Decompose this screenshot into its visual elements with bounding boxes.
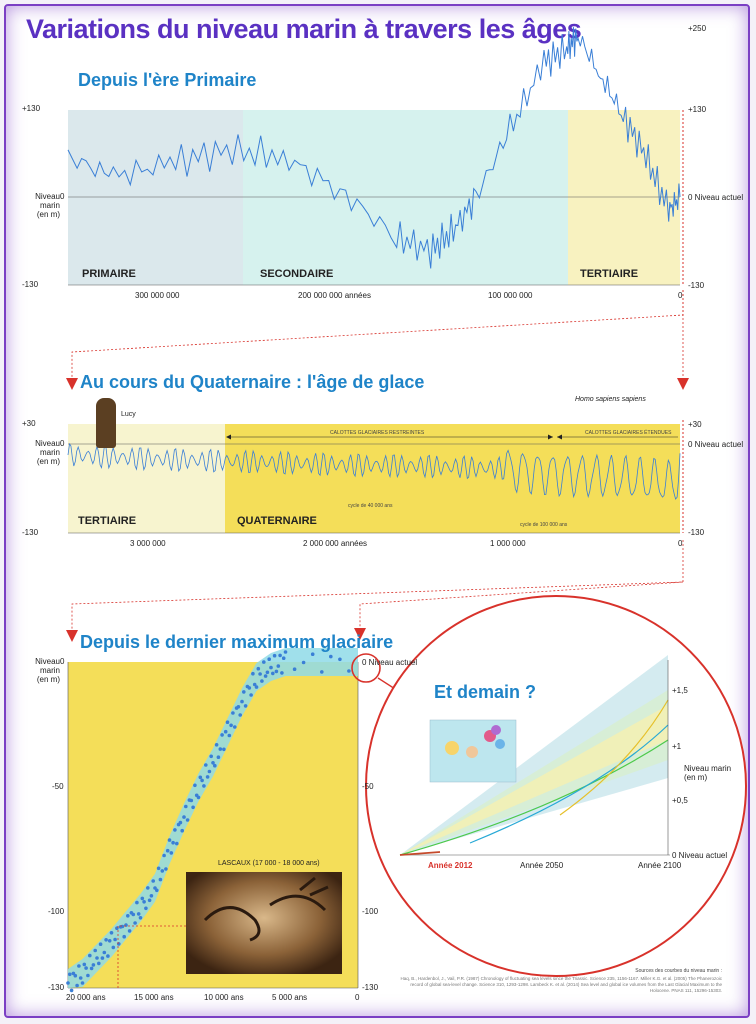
data-point <box>151 879 155 883</box>
homo-label: Homo sapiens sapiens <box>575 396 646 403</box>
data-point <box>128 929 132 933</box>
data-point <box>155 889 159 893</box>
s1-x-tick-2: 100 000 000 <box>488 291 533 300</box>
data-point <box>269 666 273 670</box>
s1-era-tertiaire: TERTIAIRE <box>580 268 639 280</box>
s4-x-2012: Année 2012 <box>428 861 473 870</box>
s4-y-label: Niveau marin (en m) <box>684 764 732 782</box>
section3-title: Depuis le dernier maximum glaciaire <box>80 632 394 652</box>
data-point <box>144 907 148 911</box>
data-point <box>157 867 161 871</box>
data-point <box>79 976 83 980</box>
s4-x-2050: Année 2050 <box>520 861 564 870</box>
data-point <box>262 660 266 664</box>
sources-detail: Haq, B., Hardenbol, J., Vail, P.R. (1987) Chronology of fluctuating sea levels since the Triassic. Science 235, 1156-1167. Miller K.G. et al. (2005) The Phanerozoic record of global sea-level change. Science 310, 1293-1298. Lambeck K. et al. (2014) Sea level and global ice volumes from the Last Glacial Maximum to the Holocene. PNAS 111, 15296-15303. <box>400 976 722 993</box>
data-point <box>70 989 74 993</box>
s2-y-top: +30 <box>22 419 36 428</box>
data-point <box>275 670 279 674</box>
data-point <box>217 755 221 759</box>
data-point <box>179 821 183 825</box>
data-point <box>150 894 154 898</box>
data-point <box>204 763 208 767</box>
data-point <box>162 854 166 858</box>
s4-y-15: +1,5 <box>672 686 688 695</box>
data-point <box>260 679 264 683</box>
s3-x-0: 20 000 ans <box>66 993 106 1002</box>
s3-ry-50: -50 <box>362 782 374 791</box>
calottes-restreintes: CALOTTES GLACIAIRES RESTREINTES <box>330 430 425 436</box>
connector-left-1 <box>72 290 683 380</box>
data-point <box>175 842 179 846</box>
s2-right-zero: 0 Niveau actuel <box>688 440 744 449</box>
s1-era-secondaire: SECONDAIRE <box>260 268 334 280</box>
data-point <box>170 851 174 855</box>
data-point <box>173 828 177 832</box>
s1-x-tick-1: 200 000 000 années <box>298 291 371 300</box>
data-point <box>251 672 255 676</box>
data-point <box>244 704 248 708</box>
data-point <box>282 656 286 660</box>
s1-x-tick-3: 0 <box>678 291 683 300</box>
data-point <box>81 981 85 985</box>
data-point <box>74 974 78 978</box>
data-point <box>99 942 103 946</box>
data-point <box>249 693 253 697</box>
data-point <box>117 942 121 946</box>
s2-x-tick-3: 0 <box>678 539 683 548</box>
s1-y-bottom: -130 <box>22 280 39 289</box>
data-point <box>219 747 223 751</box>
s4-y-1: +1 <box>672 742 682 751</box>
data-point <box>237 705 241 709</box>
band-secondaire <box>243 110 568 285</box>
data-point <box>215 743 219 747</box>
data-point <box>238 713 242 717</box>
sources-title: Sources des courbes du niveau marin : <box>635 968 722 974</box>
data-point <box>226 720 230 724</box>
cycle-40000: cycle de 40 000 ans <box>348 503 393 509</box>
data-point <box>133 921 137 925</box>
data-point <box>166 849 170 853</box>
data-point <box>224 730 228 734</box>
data-point <box>213 764 217 768</box>
section4-title: Et demain ? <box>434 682 537 702</box>
data-point <box>209 755 213 759</box>
s1-era-primaire: PRIMAIRE <box>82 268 136 280</box>
s1-y-label: Niveau marin (en m) <box>35 192 60 219</box>
data-point <box>206 775 210 779</box>
data-point <box>242 690 246 694</box>
data-point <box>97 962 101 966</box>
data-point <box>320 670 324 674</box>
data-point <box>257 667 261 671</box>
lucy-figure <box>96 398 116 448</box>
data-point <box>112 946 116 950</box>
data-point <box>182 815 186 819</box>
arrow-right-1 <box>677 378 689 390</box>
s3-x-2: 10 000 ans <box>204 993 244 1002</box>
data-point <box>164 867 168 871</box>
data-point <box>110 931 114 935</box>
lucy-label: Lucy <box>121 411 136 418</box>
s3-ry-100: -100 <box>362 907 379 916</box>
data-point <box>240 700 244 704</box>
data-point <box>197 796 201 800</box>
s2-y-bottom: -130 <box>22 528 39 537</box>
data-point <box>329 655 333 659</box>
s3-y-50: -50 <box>52 782 64 791</box>
data-point <box>90 967 94 971</box>
s1-y-high: +250 <box>688 24 707 33</box>
s2-x-tick-2: 1 000 000 <box>490 539 526 548</box>
data-point <box>137 912 141 916</box>
data-point <box>184 805 188 809</box>
data-point <box>86 974 90 978</box>
s1-right-bottom: -130 <box>688 281 705 290</box>
data-point <box>161 869 165 873</box>
data-point <box>113 938 117 942</box>
data-point <box>139 916 143 920</box>
data-point <box>159 878 163 882</box>
s3-x-3: 5 000 ans <box>272 993 308 1002</box>
data-point <box>228 734 232 738</box>
arrow-left-1 <box>66 378 78 390</box>
data-point <box>186 818 190 822</box>
s2-era-quaternaire: QUATERNAIRE <box>237 515 317 527</box>
s4-y-05: +0,5 <box>672 796 688 805</box>
data-point <box>191 806 195 810</box>
s1-right-zero: 0 Niveau actuel <box>688 193 744 202</box>
data-point <box>146 886 150 890</box>
s1-y-top: +130 <box>22 104 41 113</box>
data-point <box>293 667 297 671</box>
data-point <box>202 784 206 788</box>
s1-x-tick-0: 300 000 000 <box>135 291 180 300</box>
data-point <box>141 897 145 901</box>
s3-x-4: 0 <box>355 993 360 1002</box>
data-point <box>148 899 152 903</box>
data-point <box>266 671 270 675</box>
data-point <box>121 925 125 929</box>
data-point <box>264 674 268 678</box>
s3-y-0: 0 <box>60 657 65 666</box>
data-point <box>180 829 184 833</box>
calottes-etendues: CALOTTES GLACIAIRES ÉTENDUES <box>585 430 672 436</box>
data-point <box>302 661 306 665</box>
s2-x-tick-0: 3 000 000 <box>130 539 166 548</box>
s1-right-top: +130 <box>688 105 707 114</box>
data-point <box>88 954 92 958</box>
s3-ry-130: -130 <box>362 983 379 992</box>
data-point <box>222 748 226 752</box>
s2-x-tick-1: 2 000 000 années <box>303 539 368 548</box>
data-point <box>193 784 197 788</box>
data-point <box>122 935 126 939</box>
section1-title: Depuis l'ère Primaire <box>78 70 257 90</box>
data-point <box>126 914 130 918</box>
data-point <box>233 725 237 729</box>
data-point <box>338 658 342 662</box>
s2-era-tertiaire: TERTIAIRE <box>78 515 137 527</box>
s2-y-label: Niveau marin (en m) <box>35 439 60 466</box>
data-point <box>83 963 87 967</box>
s4-y-0: 0 Niveau actuel <box>672 851 728 860</box>
band-primaire <box>68 110 243 285</box>
s3-y-100: -100 <box>48 907 65 916</box>
data-point <box>271 672 275 676</box>
cycle-100000: cycle de 100 000 ans <box>520 522 568 528</box>
data-point <box>104 938 108 942</box>
data-point <box>92 963 96 967</box>
data-point <box>106 954 110 958</box>
data-point <box>135 901 139 905</box>
lascaux-label: LASCAUX (17 000 - 18 000 ans) <box>218 860 320 867</box>
data-point <box>208 770 212 774</box>
data-point <box>103 951 107 955</box>
s3-ry-0: 0 Niveau actuel <box>362 658 418 667</box>
data-point <box>220 733 224 737</box>
data-point <box>277 664 281 668</box>
s2-right-bottom: -130 <box>688 528 705 537</box>
data-point <box>347 669 351 673</box>
data-point <box>95 956 99 960</box>
data-point <box>280 671 284 675</box>
data-point <box>142 900 146 904</box>
data-point <box>108 939 112 943</box>
data-point <box>75 984 79 988</box>
s1-y-zero: 0 <box>60 192 65 201</box>
data-point <box>171 841 175 845</box>
data-point <box>255 685 259 689</box>
data-point <box>200 779 204 783</box>
data-point <box>84 966 88 970</box>
data-point <box>101 956 105 960</box>
data-point <box>199 776 203 780</box>
section2-title: Au cours du Quaternaire : l'âge de glace <box>80 372 425 392</box>
data-point <box>93 949 97 953</box>
data-point <box>68 973 72 977</box>
s2-y-zero: 0 <box>60 439 65 448</box>
s3-y-130: -130 <box>48 983 65 992</box>
data-point <box>231 711 235 715</box>
s2-right-top: +30 <box>688 420 702 429</box>
data-point <box>77 964 81 968</box>
data-point <box>278 654 282 658</box>
data-point <box>248 686 252 690</box>
s3-x-1: 15 000 ans <box>134 993 174 1002</box>
data-point <box>267 657 271 661</box>
data-point <box>66 981 70 985</box>
data-point <box>190 799 194 803</box>
poster-title: Variations du niveau marin à travers les âges <box>26 14 582 44</box>
data-point <box>273 654 277 658</box>
data-point <box>168 838 172 842</box>
s3-y-label: Niveau marin (en m) <box>35 657 60 684</box>
data-point <box>132 913 136 917</box>
data-point <box>229 724 233 728</box>
data-point <box>258 672 262 676</box>
s4-x-2100: Année 2100 <box>638 861 682 870</box>
